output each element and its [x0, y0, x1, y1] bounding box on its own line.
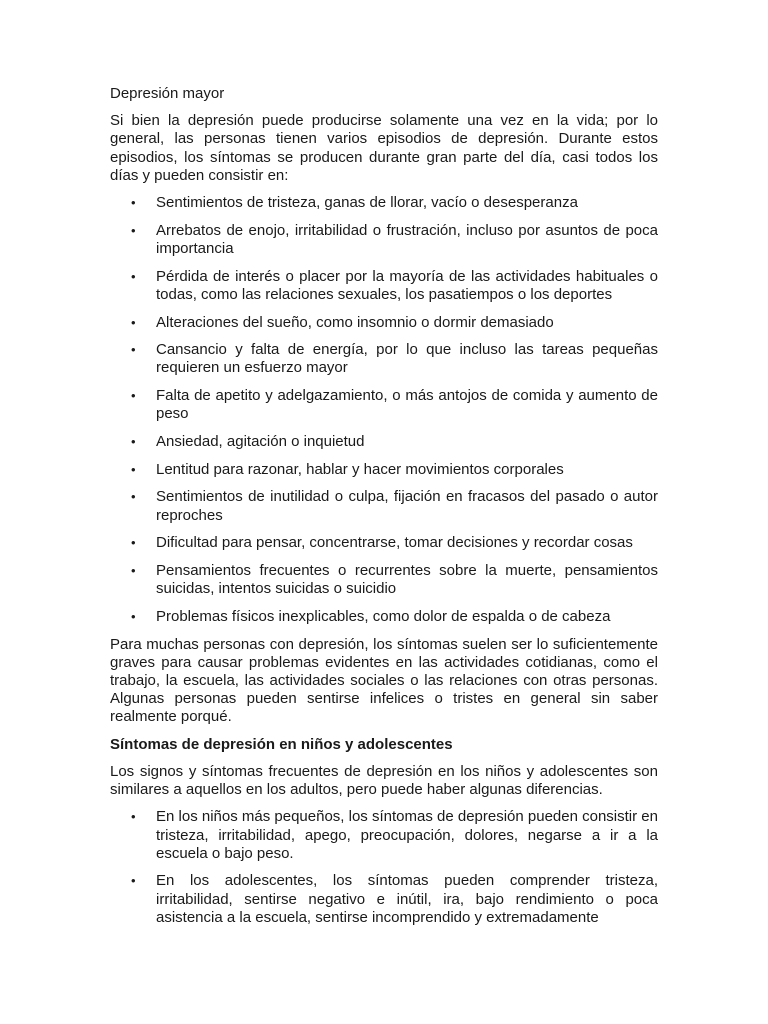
bullet-icon: •	[131, 608, 136, 624]
list-item-text: Ansiedad, agitación o inquietud	[156, 433, 365, 451]
bullet-icon: •	[131, 809, 136, 825]
bullet-icon: •	[131, 873, 136, 889]
list-item	[110, 222, 658, 258]
list-item-text: Sentimientos de tristeza, ganas de llorar, vacío o desesperanza	[156, 194, 578, 212]
list-item-text: Arrebatos de enojo, irritabilidad o frustración, incluso por asuntos de poca importancia	[156, 221, 658, 257]
list-item-text: Sentimientos de inutilidad o culpa, fijación en fracasos del pasado o autor reproches	[156, 488, 658, 524]
bullet-icon: •	[131, 434, 136, 450]
list-item	[110, 608, 658, 626]
bullet-icon: •	[131, 461, 136, 477]
list-item-text: En los niños más pequeños, los síntomas de depresión pueden consistir en tristeza, irritabilidad, apego, preocupación, dolores, negarse a ir a la escuela o bajo peso.	[156, 808, 658, 862]
symptoms-list	[110, 194, 658, 626]
list-item	[110, 562, 658, 598]
youth-symptoms-list	[110, 808, 658, 927]
list-item	[110, 387, 658, 423]
list-item	[110, 461, 658, 479]
list-item-text: Pérdida de interés o placer por la mayoría de las actividades habituales o todas, como las relaciones sexuales, los pasatiempos o los deportes	[156, 267, 658, 303]
list-item	[110, 341, 658, 377]
section2-intro-paragraph: Los signos y síntomas frecuentes de depresión en los niños y adolescentes son similares a aquellos en los adultos, pero puede haber algunas diferencias.	[110, 762, 658, 799]
bullet-icon: •	[131, 388, 136, 404]
bullet-icon: •	[131, 195, 136, 211]
list-item	[110, 314, 658, 332]
document-page	[110, 85, 658, 937]
list-item	[110, 534, 658, 552]
bullet-icon: •	[131, 535, 136, 551]
section-title-depresion-mayor: Depresión mayor	[110, 85, 225, 102]
after-symptoms-paragraph: Para muchas personas con depresión, los síntomas suelen ser lo suficientemente graves para causar problemas evidentes en las actividades cotidianas, como el trabajo, la escuela, las actividades sociales o las relaciones con otras personas. Algunas personas pueden sentirse infelices o tristes en general sin saber realmente porqué.	[110, 635, 658, 726]
list-item-text: Dificultad para pensar, concentrarse, tomar decisiones y recordar cosas	[156, 534, 633, 552]
bullet-icon: •	[131, 222, 136, 238]
section-title-ninos-adolescentes: Síntomas de depresión en niños y adolescentes	[110, 735, 453, 753]
list-item-text: Pensamientos frecuentes o recurrentes sobre la muerte, pensamientos suicidas, intentos suicidas o suicidio	[156, 562, 658, 598]
list-item	[110, 268, 658, 304]
list-item	[110, 872, 658, 927]
list-item-text: Problemas físicos inexplicables, como dolor de espalda o de cabeza	[156, 607, 611, 625]
bullet-icon: •	[131, 314, 136, 330]
bullet-icon: •	[131, 268, 136, 284]
list-item-text: Falta de apetito y adelgazamiento, o más antojos de comida y aumento de peso	[156, 387, 658, 423]
list-item	[110, 194, 658, 212]
bullet-icon: •	[131, 342, 136, 358]
list-item	[110, 808, 658, 863]
list-item	[110, 433, 658, 451]
list-item-text: Cansancio y falta de energía, por lo que incluso las tareas pequeñas requieren un esfuerzo mayor	[156, 341, 658, 377]
intro-paragraph: Si bien la depresión puede producirse solamente una vez en la vida; por lo general, las personas tienen varios episodios de depresión. Durante estos episodios, los síntomas se producen durante gran parte del día, casi todos los días y pueden consistir en:	[110, 112, 658, 184]
bullet-icon: •	[131, 489, 136, 505]
list-item-text: Alteraciones del sueño, como insomnio o dormir demasiado	[156, 313, 554, 331]
list-item-text: Lentitud para razonar, hablar y hacer movimientos corporales	[156, 460, 564, 478]
bullet-icon: •	[131, 563, 136, 579]
list-item	[110, 488, 658, 524]
list-item-text: En los adolescentes, los síntomas pueden comprender tristeza, irritabilidad, sentirse negativo e inútil, ira, bajo rendimiento o poca asistencia a la escuela, sentirse incomprendido y extremadamente	[156, 872, 658, 926]
